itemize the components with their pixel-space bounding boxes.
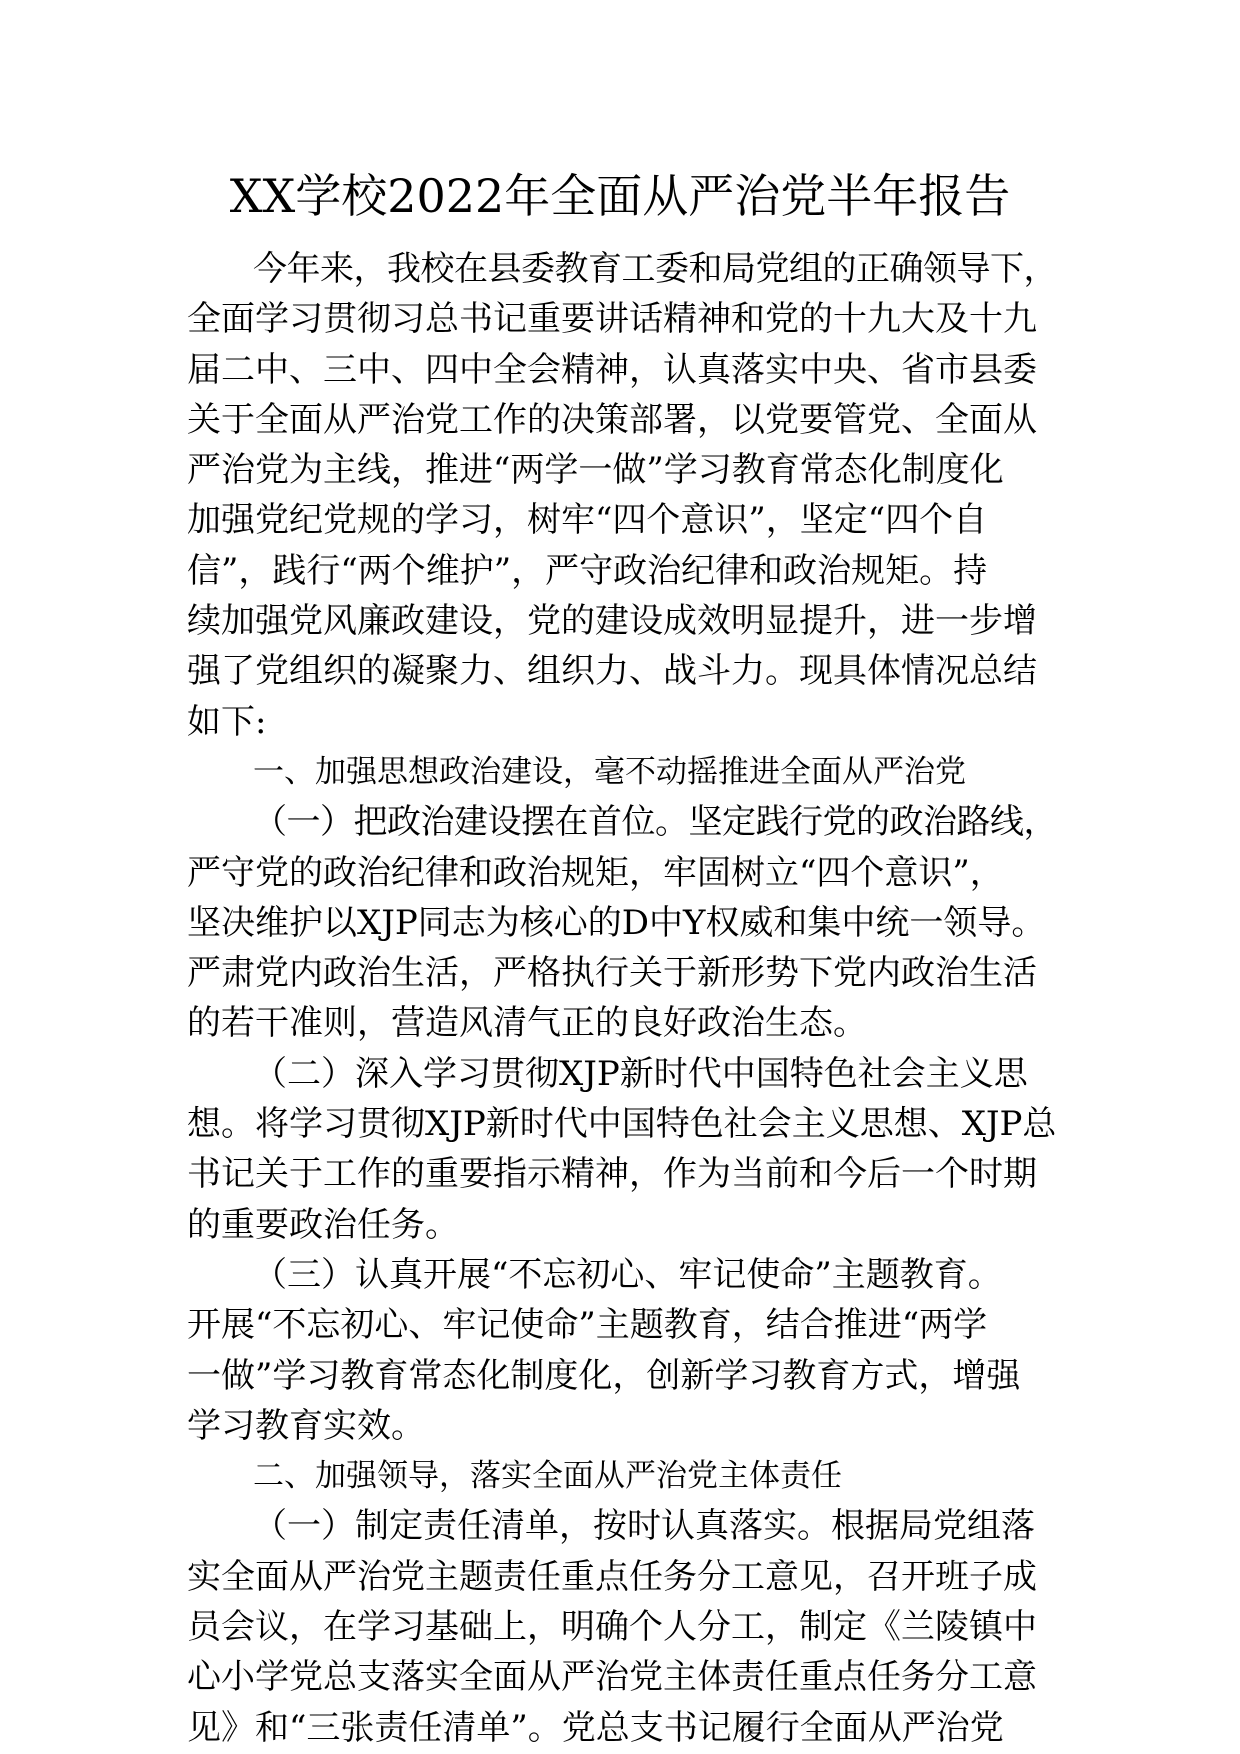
paragraph-line: 一做”学习教育常态化制度化，创新学习教育方式，增强 [187,1355,1021,1396]
paragraph-line: 关于全面从严治党工作的决策部署，以党要管党、全面从 [187,399,1037,440]
paragraph-line: 员会议，在学习基础上，明确个人分工，制定《兰陵镇中 [187,1607,1037,1648]
paragraph-line: （三）认真开展“不忘初心、牢记使命”主题教育。 [253,1254,1002,1295]
paragraph-line: 今年来，我校在县委教育工委和局党组的正确领导下， [253,249,1057,289]
paragraph-line: 续加强党风廉政建设，党的建设成效明显提升，进一步增 [187,601,1037,642]
paragraph-line: 全面学习贯彻习总书记重要讲话精神和党的十九大及十九 [187,299,1037,340]
paragraph-line: 强了党组织的凝聚力、组织力、战斗力。现具体情况总结 [187,651,1037,692]
document-body [187,244,1057,1753]
section-heading: 一、加强思想政治建设，毫不动摇推进全面从严治党 [253,753,966,790]
paragraph-line: 如下: [187,701,267,742]
paragraph-line: （二）深入学习贯彻XJP新时代中国特色社会主义思 [253,1053,1028,1094]
document-title: XX学校2022年全面从严治党半年报告 [229,169,1011,223]
paragraph-line: （一）制定责任清单，按时认真落实。根据局党组落 [253,1506,1035,1547]
paragraph-line: 严肃党内政治生活，严格执行关于新形势下党内政治生活 [187,953,1037,994]
paragraph-line: 书记关于工作的重要指示精神，作为当前和今后一个时期 [187,1154,1037,1195]
paragraph-line: 见》和“三张责任清单”。党总支书记履行全面从严治党 [187,1707,1004,1748]
paragraph-line: 的若干准则，营造风清气正的良好政治生态。 [187,1003,867,1044]
paragraph-line: 开展“不忘初心、牢记使命”主题教育，结合推进“两学 [187,1305,988,1346]
paragraph-line: 严治党为主线，推进“两学一做”学习教育常态化制度化 [187,450,1004,491]
paragraph-line: 坚决维护以XJP同志为核心的D中Y权威和集中统一领导。 [187,902,1046,943]
paragraph-line: 届二中、三中、四中全会精神，认真落实中央、省市县委 [187,349,1037,390]
paragraph-line: 学习教育实效。 [187,1405,425,1446]
paragraph-line: 心小学党总支落实全面从严治党主体责任重点任务分工意 [187,1657,1037,1698]
paragraph-line: 信”，践行“两个维护”，严守政治纪律和政治规矩。持 [187,550,988,591]
paragraph-line: 严守党的政治纪律和政治规矩，牢固树立“四个意识”， [187,852,1004,893]
paragraph-line: 加强党纪党规的学习，树牢“四个意识”，坚定“四个自 [187,500,988,541]
paragraph-line: 实全面从严治党主题责任重点任务分工意见，召开班子成 [187,1556,1037,1597]
paragraph-line: 想。将学习贯彻XJP新时代中国特色社会主义思想、XJP总 [187,1104,1057,1145]
paragraph-line: （一）把政治建设摆在首位。坚定践行党的政治路线， [253,802,1057,843]
paragraph-line: 的重要政治任务。 [187,1204,459,1245]
section-heading: 二、加强领导，落实全面从严治党主体责任 [253,1458,842,1495]
